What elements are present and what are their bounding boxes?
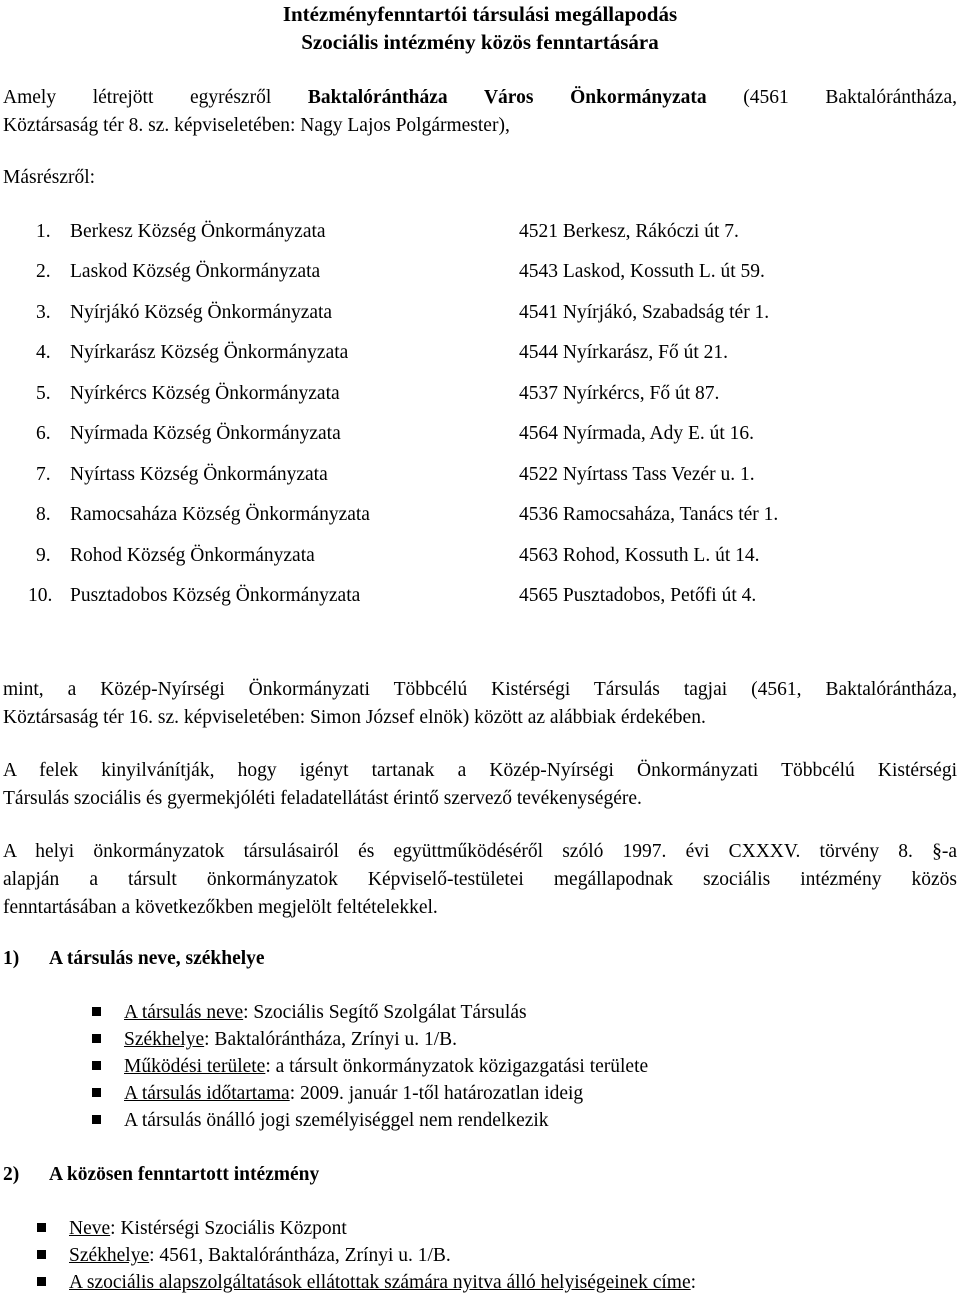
intro-prefix: Amely létrejött egyrészről [3,87,308,108]
municipality-name: Nyírkarász Község Önkormányzata [70,342,349,363]
item-label: Működési területe [124,1056,266,1077]
document-title [0,0,960,56]
municipality-name: Berkesz Község Önkormányzata [70,221,326,242]
intro-party: Baktalórántháza Város Önkormányzata [307,87,707,108]
title-line-2: Szociális intézmény közös fenntartására [301,30,659,54]
item-text: : Kistérségi Szociális Központ [110,1218,347,1239]
square-bullet-icon [92,1088,101,1097]
members-line-2: Köztársaság tér 16. sz. képviseletében: Simon József elnök) között az alábbiak érdekében. [3,707,706,728]
municipality-address: 4564 Nyírmada, Ady E. út 16. [519,423,755,444]
section-1-number: 1) [3,948,20,969]
legal-basis-line-3: fenntartásában a következőkben megjelölt feltételekkel. [3,897,438,918]
legal-basis-line-2: alapján a társult önkormányzatok Képviselő-testületei megállapodnak szociális intézmény közös [3,869,957,890]
square-bullet-icon [37,1223,46,1232]
municipality-number: 4. [36,342,51,363]
item-label: Székhelye [69,1245,150,1266]
municipality-number: 7. [36,464,51,485]
section-1-title: A társulás neve, székhelye [49,948,265,969]
intro-line-1 [3,84,957,112]
municipality-number: 3. [36,302,51,323]
declaration-paragraph [3,757,957,813]
intro-suffix: (4561 Baktalórántháza, [706,87,957,108]
municipality-row [0,420,960,448]
municipality-address: 4543 Laskod, Kossuth L. út 59. [519,261,765,282]
municipality-name: Laskod Község Önkormányzata [70,261,321,282]
municipality-row [0,380,960,408]
municipality-number: 9. [36,545,51,566]
item-text: : Szociális Segítő Szolgálat Társulás [243,1002,527,1023]
municipality-name: Ramocsaháza Község Önkormányzata [70,504,370,525]
intro-line-2: Köztársaság tér 8. sz. képviseletében: Nagy Lajos Polgármester), [3,115,510,136]
municipality-row [0,542,960,570]
municipality-name: Nyírjákó Község Önkormányzata [70,302,333,323]
members-line-1: mint, a Közép-Nyírségi Önkormányzati Többcélú Kistérségi Társulás tagjai (4561, Baktalórántháza, [3,679,957,700]
section-2-title: A közösen fenntartott intézmény [49,1164,320,1185]
square-bullet-icon [37,1250,46,1259]
municipality-name: Nyírmada Község Önkormányzata [70,423,341,444]
municipality-number: 8. [36,504,51,525]
municipality-address: 4544 Nyírkarász, Fő út 21. [519,342,729,363]
legal-basis-paragraph [3,838,957,922]
item-label: A szociális alapszolgáltatások ellátottak számára nyitva álló helyiségeinek címe [69,1272,691,1293]
item-label: Székhelye [124,1029,205,1050]
municipality-address: 4522 Nyírtass Tass Vezér u. 1. [519,464,755,485]
municipality-number: 6. [36,423,51,444]
section-1-heading [3,945,265,973]
municipality-number: 2. [36,261,51,282]
square-bullet-icon [92,1115,101,1124]
municipality-row [0,299,960,327]
municipality-address: 4521 Berkesz, Rákóczi út 7. [519,221,739,242]
square-bullet-icon [92,1007,101,1016]
municipality-row [0,461,960,489]
municipality-row [0,258,960,286]
item-text: : 4561, Baktalórántháza, Zrínyi u. 1/B. [149,1245,451,1266]
item-label: A társulás neve [124,1002,244,1023]
title-line-1: Intézményfenntartói társulási megállapodás [282,2,678,26]
municipality-row [0,218,960,246]
item-text: : Baktalórántháza, Zrínyi u. 1/B. [204,1029,458,1050]
municipality-row [0,582,960,610]
section-2-heading [3,1161,319,1189]
legal-basis-line-1: A helyi önkormányzatok társulásairól és együttműködéséről szóló 1997. évi CXXXV. törvény 8. §-a [3,841,957,862]
item-text: : 2009. január 1-től határozatlan ideig [289,1083,584,1104]
municipality-number: 10. [28,585,53,606]
municipality-address: 4565 Pusztadobos, Petőfi út 4. [519,585,757,606]
item-text: A társulás önálló jogi személyiséggel nem rendelkezik [124,1110,549,1131]
municipality-row [0,501,960,529]
square-bullet-icon [92,1034,101,1043]
municipality-name: Rohod Község Önkormányzata [70,545,315,566]
municipality-number: 5. [36,383,51,404]
members-paragraph [3,676,957,732]
municipality-name: Nyírkércs Község Önkormányzata [70,383,340,404]
municipality-name: Nyírtass Község Önkormányzata [70,464,328,485]
item-text: : a társult önkormányzatok közigazgatási területe [265,1056,649,1077]
square-bullet-icon [92,1061,101,1070]
intro-paragraph [3,84,957,140]
masreszrol-label: Másrészről: [3,167,96,188]
item-label: A társulás időtartama [124,1083,290,1104]
municipality-address: 4537 Nyírkércs, Fő út 87. [519,383,720,404]
municipality-name: Pusztadobos Község Önkormányzata [70,585,361,606]
municipality-number: 1. [36,221,51,242]
municipality-address: 4536 Ramocsaháza, Tanács tér 1. [519,504,779,525]
declaration-line-1: A felek kinyilvánítják, hogy igényt tartanak a Közép-Nyírségi Önkormányzati Többcélú Kistérségi [3,760,957,781]
declaration-line-2: Társulás szociális és gyermekjóléti feladatellátást érintő szervező tevékenységére. [3,788,642,809]
item-label: Neve [69,1218,111,1239]
section-2-number: 2) [3,1164,20,1185]
municipality-address: 4541 Nyírjákó, Szabadság tér 1. [519,302,770,323]
item-text: : [690,1272,697,1293]
municipality-row [0,339,960,367]
square-bullet-icon [37,1277,46,1286]
municipality-address: 4563 Rohod, Kossuth L. út 14. [519,545,760,566]
